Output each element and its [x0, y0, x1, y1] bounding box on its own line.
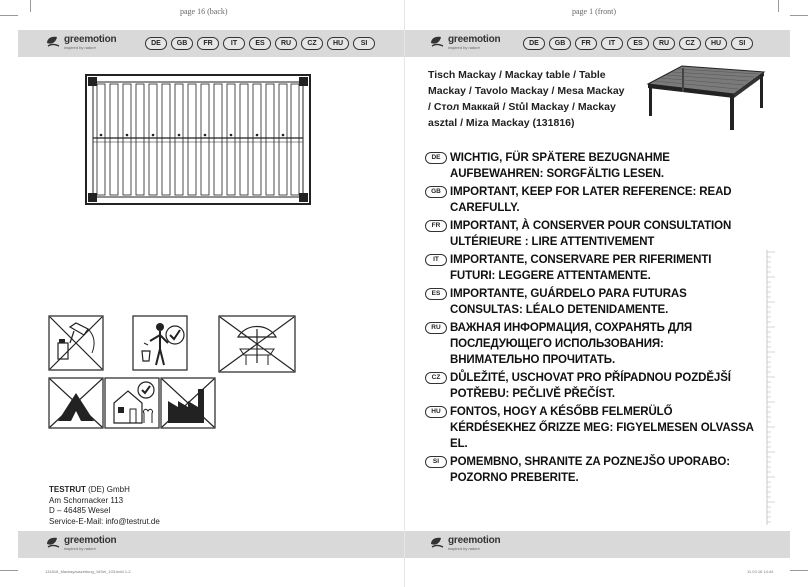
lang-badge: CZ [679, 37, 701, 50]
lang-badge: HU [327, 37, 349, 50]
leaf-logo-icon [45, 34, 61, 50]
warning-item [425, 454, 755, 486]
lang-badge: GB [425, 186, 447, 198]
manufacturer-address [49, 485, 160, 527]
right-header-band [405, 30, 790, 57]
left-page-label: page 16 (back) [180, 7, 228, 16]
warning-item [425, 404, 755, 452]
lang-badge: HU [425, 406, 447, 418]
warning-text: IMPORTANT, À CONSERVER POUR CONSULTATION ULTÉRIEURE : LIRE ATTENTIVEMENT [450, 220, 732, 248]
warning-item [425, 218, 755, 250]
warning-text: FONTOS, HOGY A KÉSŐBB FELMERÜLŐ KÉRDÉSEKHEZ ŐRIZZE MEG: FIGYELMESEN OLVASSA EL. [450, 406, 754, 450]
page-divider [404, 0, 405, 587]
lang-badge: FR [197, 37, 219, 50]
language-badges-left [145, 37, 375, 50]
lang-badge: IT [601, 37, 623, 50]
left-header-band [18, 30, 404, 57]
lang-badge: CZ [301, 37, 323, 50]
language-badges-right [523, 37, 753, 50]
brand-name: greemotion [64, 33, 117, 45]
brand-slogan: inspired by nature [64, 44, 96, 50]
lang-badge: FR [425, 220, 447, 232]
no-camping-tent-icon [48, 377, 104, 429]
product-title: Tisch Mackay / Mackay table / Table Mackay / Tavolo Mackay / Mesa Mackay / Стол Маккай / Stůl Mackay / Mackay asztal / Miza Mackay (131816) [428, 69, 625, 129]
company-suffix: (DE) GmbH [85, 485, 130, 494]
warning-item [425, 184, 755, 216]
warning-item [425, 252, 755, 284]
brand-name: greemotion [64, 534, 117, 546]
brand-logo [45, 535, 116, 551]
warning-text: IMPORTANTE, CONSERVARE PER RIFERIMENTI FUTURI: LEGGERE ATTENTAMENTE. [450, 254, 712, 282]
lang-badge: SI [353, 37, 375, 50]
service-email: Service-E-Mail: info@testrut.de [49, 516, 160, 526]
lang-badge: RU [425, 322, 447, 334]
lang-badge: ES [425, 288, 447, 300]
lang-badge: RU [275, 37, 297, 50]
no-industrial-use-icon [160, 377, 216, 429]
lang-badge: DE [523, 37, 545, 50]
lang-badge: DE [145, 37, 167, 50]
brand-logo [429, 535, 500, 551]
file-info: 131816_Mackayauszeitung_16Sei_103.indd 1-2 [45, 569, 131, 574]
right-page-label: page 1 (front) [572, 7, 616, 16]
brand-logo [45, 34, 116, 50]
warning-text: IMPORTANTE, GUÁRDELO PARA FUTURAS CONSULTAS: LÉALO DETENIDAMENTE. [450, 288, 687, 316]
address-city: D – 46485 Wesel [49, 506, 111, 515]
lang-badge: SI [425, 456, 447, 468]
leaf-logo-icon [429, 34, 445, 50]
lang-badge: CZ [425, 372, 447, 384]
brand-slogan: inspired by nature [64, 545, 96, 551]
lang-badge: ES [627, 37, 649, 50]
no-umbrella-sun-icon [218, 315, 296, 373]
warning-item [425, 370, 755, 402]
brand-slogan: inspired by nature [448, 545, 480, 551]
leaf-logo-icon [429, 535, 445, 551]
left-footer-band [18, 531, 404, 558]
warning-text: DŮLEŽITÉ, USCHOVAT PRO PŘÍPADNOU POZDĚJŠÍ POTŘEBU: PEČLIVĚ PŘEČÍST. [450, 372, 731, 400]
warning-text: IMPORTANT, KEEP FOR LATER REFERENCE: READ CAREFULLY. [450, 186, 732, 214]
warning-item [425, 286, 755, 318]
brand-name: greemotion [448, 534, 501, 546]
lang-badge: ES [249, 37, 271, 50]
lang-badge: DE [425, 152, 447, 164]
warning-item [425, 150, 755, 182]
company-name: TESTRUT [49, 485, 86, 494]
brand-logo [429, 34, 500, 50]
warnings-list [425, 150, 755, 488]
warning-text: WICHTIG, FÜR SPÄTERE BEZUGNAHME AUFBEWAHREN: SORGFÄLTIG LESEN. [450, 152, 670, 180]
brand-slogan: inspired by nature [448, 44, 480, 50]
warning-text: ВАЖНАЯ ИНФОРМАЦИЯ, СОХРАНЯТЬ ДЛЯ ПОСЛЕДУЮЩЕГО ИСПОЛЬЗОВАНИЯ: ВНИМАТЕЛЬНО ПРОЧИТАТЬ. [450, 322, 693, 366]
print-timestamp: 11.03.16 14:44 [747, 569, 774, 574]
lang-badge: HU [705, 37, 727, 50]
lang-badge: IT [223, 37, 245, 50]
brand-name: greemotion [448, 33, 501, 45]
wipe-with-damp-cloth-icon [132, 315, 188, 371]
lang-badge: FR [575, 37, 597, 50]
no-pressure-washer-chemicals-icon [48, 315, 104, 371]
lang-badge: GB [171, 37, 193, 50]
warning-text: POMEMBNO, SHRANITE ZA POZNEJŠO UPORABO: POZORNO PREBERITE. [450, 456, 730, 484]
leaf-logo-icon [45, 535, 61, 551]
table-perspective-illustration [638, 62, 768, 132]
address-street: Am Schornacker 113 [49, 495, 124, 505]
lang-badge: GB [549, 37, 571, 50]
right-footer-band [405, 531, 790, 558]
measurement-ruler [765, 250, 779, 525]
lang-badge: SI [731, 37, 753, 50]
table-top-view-illustration [83, 72, 313, 207]
warning-item [425, 320, 755, 368]
lang-badge: IT [425, 254, 447, 266]
lang-badge: RU [653, 37, 675, 50]
garden-home-use-icon [104, 377, 160, 429]
